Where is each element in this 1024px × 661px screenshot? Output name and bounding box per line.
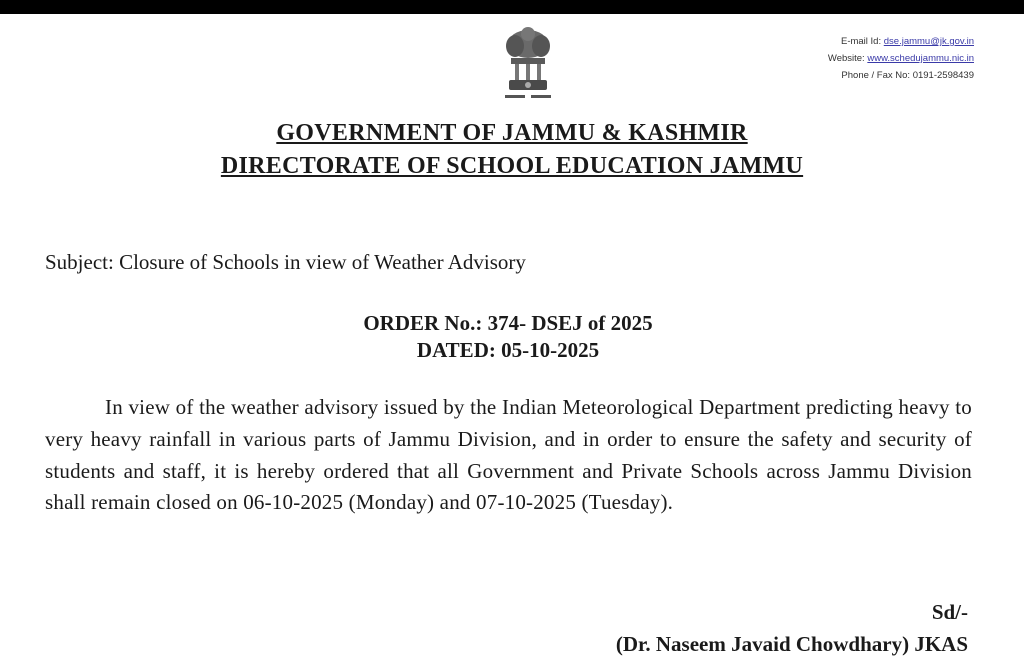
order-date: DATED: 05-10-2025 (416, 338, 600, 362)
website-link[interactable]: www.schedujammu.nic.in (867, 53, 974, 64)
order-body (45, 392, 972, 519)
signatory-name: (Dr. Naseem Javaid Chowdhary) JKAS (615, 632, 968, 656)
contact-info (828, 33, 974, 84)
subject-line: Subject: Closure of Schools in view of Weather Advisory (45, 250, 526, 274)
government-title: GOVERNMENT OF JAMMU & KASHMIR (276, 120, 748, 146)
order-number: ORDER No.: 374- DSEJ of 2025 (363, 311, 653, 335)
signed-mark: Sd/- (931, 600, 968, 624)
national-emblem-logo (497, 24, 559, 104)
top-black-bar (0, 0, 1024, 14)
directorate-title: DIRECTORATE OF SCHOOL EDUCATION JAMMU (220, 153, 804, 179)
body-paragraph: In view of the weather advisory issued by the Indian Meteorological Department predicting heavy to very heavy rainfall in various parts of Jammu Division, and in order to ensure the safety and security of students and staff, it is hereby ordered that all Government and Private Schools across Jammu Division shall remain closed on 06-10-2025 (Monday) and 07-10-2025 (Tuesday). (45, 395, 972, 515)
email-link[interactable]: dse.jammu@jk.gov.in (883, 36, 974, 47)
website-label: Website: (827, 53, 865, 64)
phone-fax: Phone / Fax No: 0191-2598439 (841, 70, 974, 81)
email-label: E-mail Id: (840, 36, 882, 47)
